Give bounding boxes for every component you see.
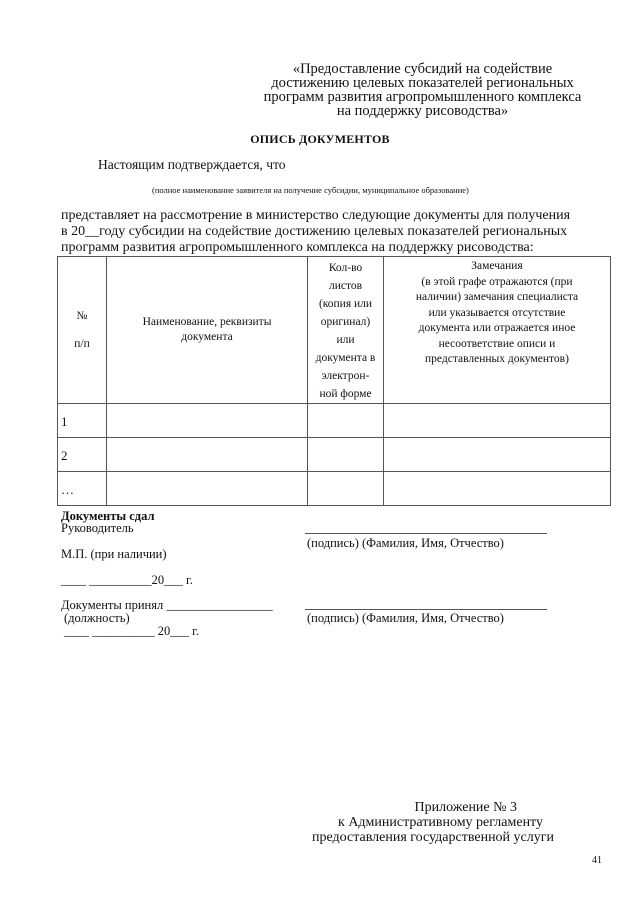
appendix-line: к Административному регламенту — [338, 815, 543, 830]
title-line: достижению целевых показателей региональных — [271, 75, 574, 91]
page-heading: ОПИСЬ ДОКУМЕНТОВ — [250, 132, 390, 146]
title-line: программ развития агропромышленного комплекса — [263, 89, 582, 105]
row-notes-cell — [384, 404, 611, 438]
paragraph-line: представляет на рассмотрение в министерство следующие документы для получения — [61, 208, 571, 223]
row-qty-cell — [308, 438, 384, 472]
docs-received-label: Документы принял _________________ — [61, 598, 273, 612]
paragraph-line: программ развития агропромышленного комплекса на поддержку рисоводства: — [61, 240, 534, 255]
row-number: 2 — [58, 438, 107, 472]
title-line: «Предоставление субсидий на содействие — [292, 61, 553, 77]
signature-line-2 — [305, 609, 547, 610]
appendix-line: Приложение № 3 — [414, 800, 517, 815]
row-number: … — [58, 472, 107, 506]
date-line-2: ____ __________ 20___ г. — [64, 624, 199, 638]
applicant-hint: (полное наименование заявителя на получение субсидии, муниципальное образование) — [152, 185, 469, 195]
header-notes: Замечания (в этой графе отражаются (при наличии) замечания специалиста или указывается отсутствие документа или отражается иное несоответствие описи и представленных документов) — [384, 257, 611, 404]
documents-table — [57, 256, 611, 506]
position-label: (должность) — [64, 611, 130, 625]
signature-caption-2: (подпись) (Фамилия, Имя, Отчество) — [307, 611, 504, 625]
signature-line — [305, 533, 547, 534]
row-name-cell — [107, 472, 308, 506]
title-line: на поддержку рисоводства» — [336, 103, 509, 119]
document-title — [240, 62, 605, 118]
row-qty-cell — [308, 404, 384, 438]
row-name-cell — [107, 438, 308, 472]
intro-paragraph — [61, 208, 611, 256]
row-notes-cell — [384, 472, 611, 506]
table-row — [58, 472, 611, 506]
header-number: № п/п — [58, 257, 107, 404]
paragraph-line: в 20__году субсидии на содействие достижению целевых показателей региональных — [61, 224, 568, 239]
row-qty-cell — [308, 472, 384, 506]
signature-caption: (подпись) (Фамилия, Имя, Отчество) — [307, 536, 504, 550]
row-notes-cell — [384, 438, 611, 472]
docs-given-label: Документы сдал — [61, 509, 155, 523]
date-line: ____ __________20___ г. — [61, 573, 193, 587]
confirm-text: Настоящим подтверждается, что — [98, 157, 286, 172]
stamp-label: М.П. (при наличии) — [61, 547, 167, 561]
row-name-cell — [107, 404, 308, 438]
table-row — [58, 438, 611, 472]
director-label: Руководитель — [61, 521, 134, 535]
table-header-row — [58, 257, 611, 404]
table-row — [58, 404, 611, 438]
header-quantity: Кол-во листов (копия или оригинал) или документа в электрон- ной форме — [308, 257, 384, 404]
page-number: 41 — [592, 855, 602, 866]
appendix-note — [292, 800, 554, 845]
header-name: Наименование, реквизиты документа — [107, 257, 308, 404]
row-number: 1 — [58, 404, 107, 438]
appendix-line: предоставления государственной услуги — [312, 830, 554, 845]
